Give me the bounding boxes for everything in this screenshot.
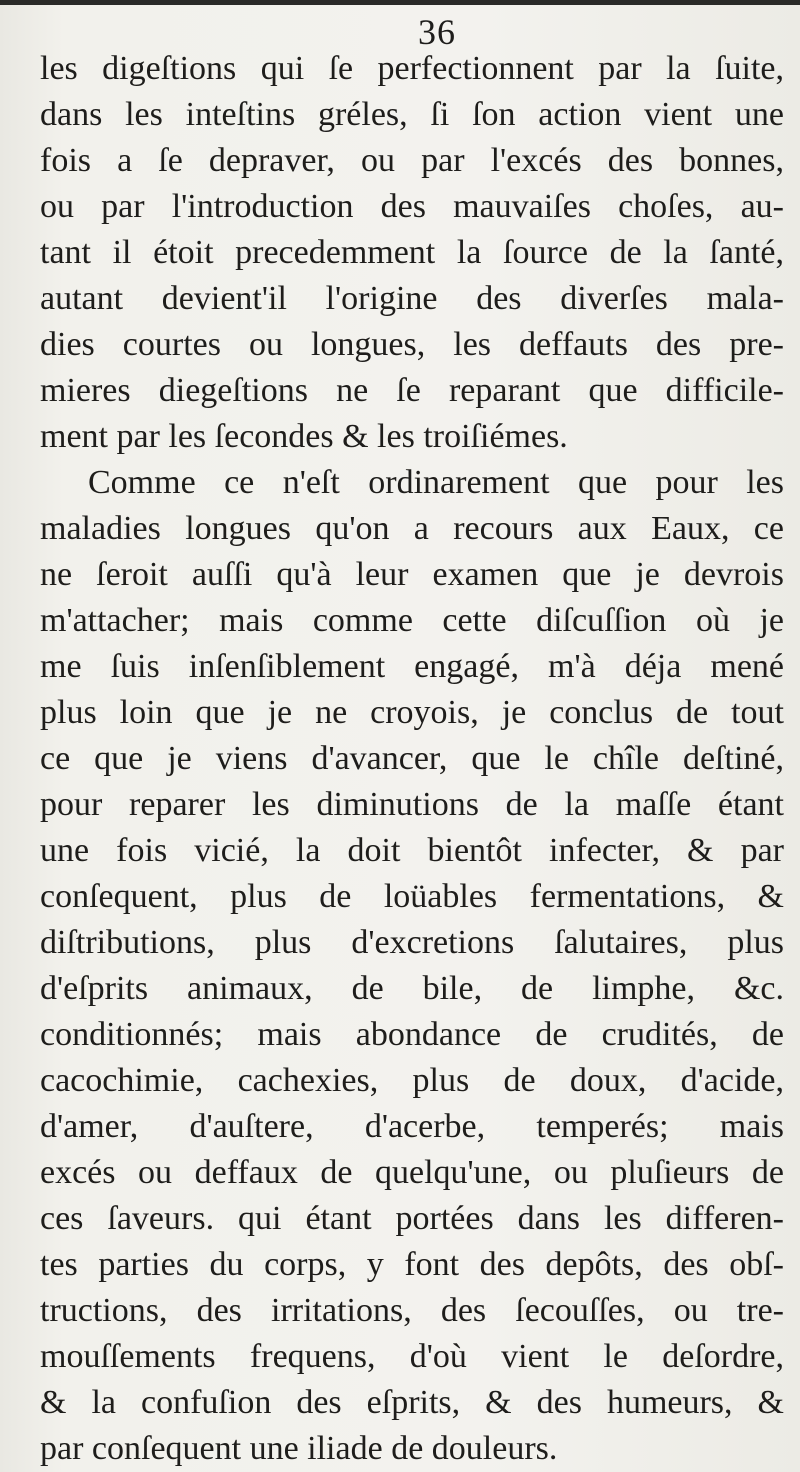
text-line: tant il étoit precedemment la ſource de la ſanté, (40, 234, 784, 271)
text-line: diſtributions, plus d'excretions ſalutaires, plus (40, 924, 784, 961)
text-line: conditionnés; mais abondance de crudités, de (40, 1016, 784, 1053)
text-line: m'attacher; mais comme cette diſcuſſion où je (40, 602, 784, 639)
text-line: ou par l'introduction des mauvaiſes choſes, au- (40, 188, 784, 225)
text-line: d'eſprits animaux, de bile, de limphe, &c. (40, 970, 784, 1007)
text-line: mouſſements frequens, d'où vient le deſordre, (40, 1338, 784, 1375)
text-line: ces ſaveurs. qui étant portées dans les differen- (40, 1200, 784, 1237)
text-line: dies courtes ou longues, les deffauts des pre- (40, 326, 784, 363)
text-line: ce que je viens d'avancer, que le chîle deſtiné, (40, 740, 784, 777)
text-line: ment par les ſecondes & les troiſiémes. (40, 418, 568, 455)
text-line: tructions, des irritations, des ſecouſſes, ou tre- (40, 1292, 784, 1329)
text-line: pour reparer les diminutions de la maſſe étant (40, 786, 784, 823)
text-line: tes parties du corps, y font des depôts, des obſ- (40, 1246, 784, 1283)
body-text (40, 46, 784, 1472)
text-line: mieres diegeſtions ne ſe reparant que difficile- (40, 372, 784, 409)
text-line: cacochimie, cachexies, plus de doux, d'acide, (40, 1062, 784, 1099)
text-line: ne ſeroit auſſi qu'à leur examen que je devrois (40, 556, 784, 593)
text-line: plus loin que je ne croyois, je conclus de tout (40, 694, 784, 731)
text-line: dans les inteſtins gréles, ſi ſon action vient une (40, 96, 784, 133)
text-line: maladies longues qu'on a recours aux Eaux, ce (40, 510, 784, 547)
text-line: Comme ce n'eſt ordinarement que pour les (88, 464, 784, 501)
text-line: autant devient'il l'origine des diverſes mala- (40, 280, 784, 317)
text-line: les digeſtions qui ſe perfectionnent par la ſuite, (40, 50, 784, 87)
text-line: une fois vicié, la doit bientôt infecter, & par (40, 832, 784, 869)
text-line: par conſequent une iliade de douleurs. (40, 1430, 558, 1467)
text-line: d'amer, d'auſtere, d'acerbe, temperés; mais (40, 1108, 784, 1145)
page-number: 36 (418, 12, 456, 52)
text-line: fois a ſe depraver, ou par l'excés des bonnes, (40, 142, 784, 179)
text-line: conſequent, plus de loüables fermentations, & (40, 878, 784, 915)
top-edge-rule (0, 0, 800, 5)
text-line: excés ou deffaux de quelqu'une, ou pluſieurs de (40, 1154, 784, 1191)
text-line: me ſuis inſenſiblement engagé, m'à déja mené (40, 648, 784, 685)
text-line: & la confuſion des eſprits, & des humeurs, & (40, 1384, 784, 1421)
